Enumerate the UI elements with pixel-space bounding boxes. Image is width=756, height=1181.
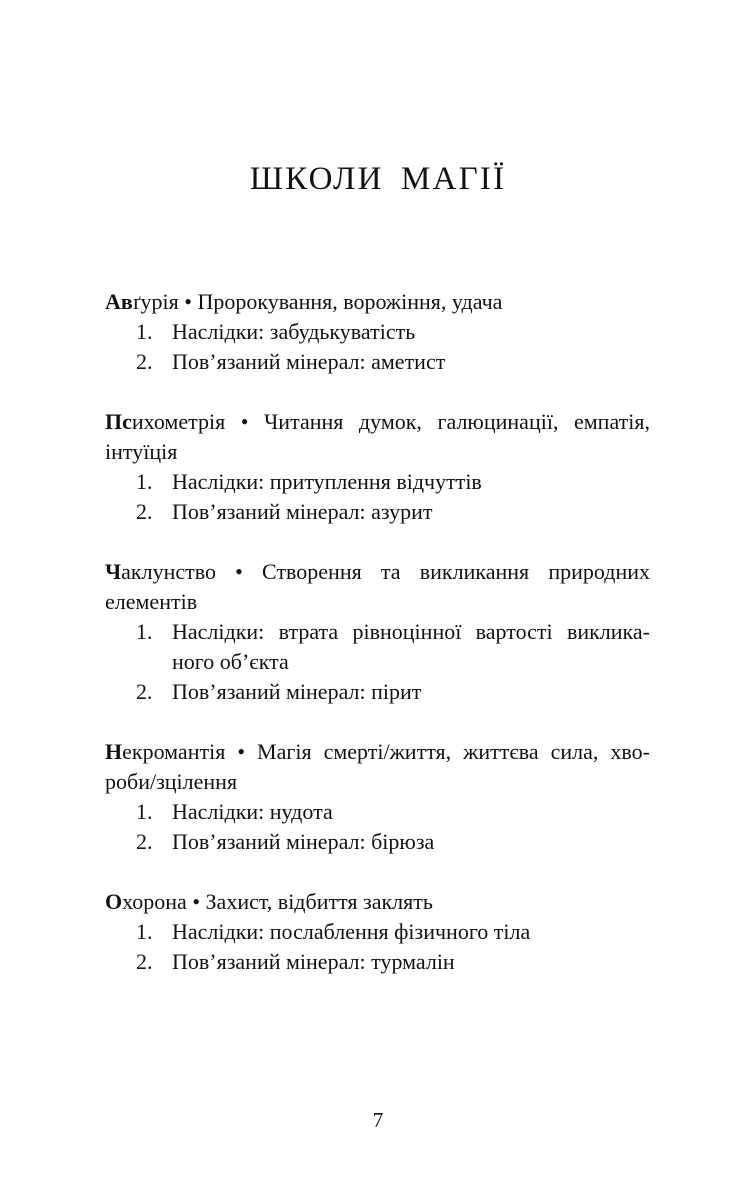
magic-school-section bbox=[105, 557, 650, 707]
heading-line: Авґурія • Пророкування, ворожіння, удача bbox=[105, 289, 503, 314]
list-item bbox=[105, 617, 650, 677]
item-line: Наслідки: послаблення фізичного тіла bbox=[172, 919, 531, 944]
school-details-list bbox=[105, 797, 650, 857]
item-number: 1. bbox=[136, 919, 153, 944]
school-heading bbox=[105, 737, 650, 797]
school-details-list bbox=[105, 917, 650, 977]
school-heading bbox=[105, 887, 650, 917]
school-details-list bbox=[105, 317, 650, 377]
heading-line: Чаклунство • Створення та викликання природних bbox=[105, 559, 650, 584]
list-item bbox=[105, 827, 650, 857]
school-details-list bbox=[105, 467, 650, 527]
item-number: 2. bbox=[136, 499, 153, 524]
list-item bbox=[105, 347, 650, 377]
item-number: 2. bbox=[136, 829, 153, 854]
school-heading bbox=[105, 407, 650, 467]
item-line: Пов’язаний мінерал: турмалін bbox=[172, 949, 455, 974]
heading-line: Психометрія • Читання думок, галюцинації, емпатія, bbox=[105, 409, 650, 434]
page-number: 7 bbox=[372, 1108, 384, 1132]
heading-line: Некромантія • Магія смерті/життя, життєва сила, хво- bbox=[105, 739, 650, 764]
list-item bbox=[105, 497, 650, 527]
item-line: Пов’язаний мінерал: азурит bbox=[172, 499, 433, 524]
list-item bbox=[105, 677, 650, 707]
school-abbr: Н bbox=[105, 739, 123, 764]
item-number: 1. bbox=[136, 619, 153, 644]
heading-line: інтуїція bbox=[105, 439, 178, 464]
school-abbr: О bbox=[105, 889, 123, 914]
item-line: Пов’язаний мінерал: аметист bbox=[172, 349, 446, 374]
school-heading bbox=[105, 557, 650, 617]
school-abbr: Ч bbox=[105, 559, 122, 584]
item-line: Наслідки: втрата рівноцінної вартості виклика- bbox=[172, 619, 650, 644]
school-details-list bbox=[105, 617, 650, 707]
content bbox=[105, 287, 650, 977]
item-number: 1. bbox=[136, 469, 153, 494]
list-item bbox=[105, 947, 650, 977]
heading-line: Охорона • Захист, відбиття заклять bbox=[105, 889, 433, 914]
item-line: ного об’єкта bbox=[172, 649, 289, 674]
chapter-title: ШКОЛИ МАГІЇ bbox=[249, 161, 507, 197]
heading-line: елементів bbox=[105, 589, 198, 614]
item-line: Наслідки: притуплення відчуттів bbox=[172, 469, 482, 494]
magic-school-section bbox=[105, 887, 650, 977]
school-abbr: Ав bbox=[105, 289, 133, 314]
list-item bbox=[105, 797, 650, 827]
school-heading bbox=[105, 287, 650, 317]
magic-school-section bbox=[105, 737, 650, 857]
magic-school-section bbox=[105, 287, 650, 377]
item-number: 2. bbox=[136, 349, 153, 374]
item-number: 2. bbox=[136, 679, 153, 704]
item-line: Пов’язаний мінерал: бірюза bbox=[172, 829, 435, 854]
item-line: Наслідки: нудота bbox=[172, 799, 333, 824]
item-number: 1. bbox=[136, 799, 153, 824]
list-item bbox=[105, 467, 650, 497]
item-number: 1. bbox=[136, 319, 153, 344]
school-abbr: Пс bbox=[105, 409, 132, 434]
item-number: 2. bbox=[136, 949, 153, 974]
item-line: Наслідки: забудькуватість bbox=[172, 319, 416, 344]
magic-school-section bbox=[105, 407, 650, 527]
list-item bbox=[105, 317, 650, 347]
heading-line: роби/зцілення bbox=[105, 769, 238, 794]
list-item bbox=[105, 917, 650, 947]
item-line: Пов’язаний мінерал: пірит bbox=[172, 679, 422, 704]
